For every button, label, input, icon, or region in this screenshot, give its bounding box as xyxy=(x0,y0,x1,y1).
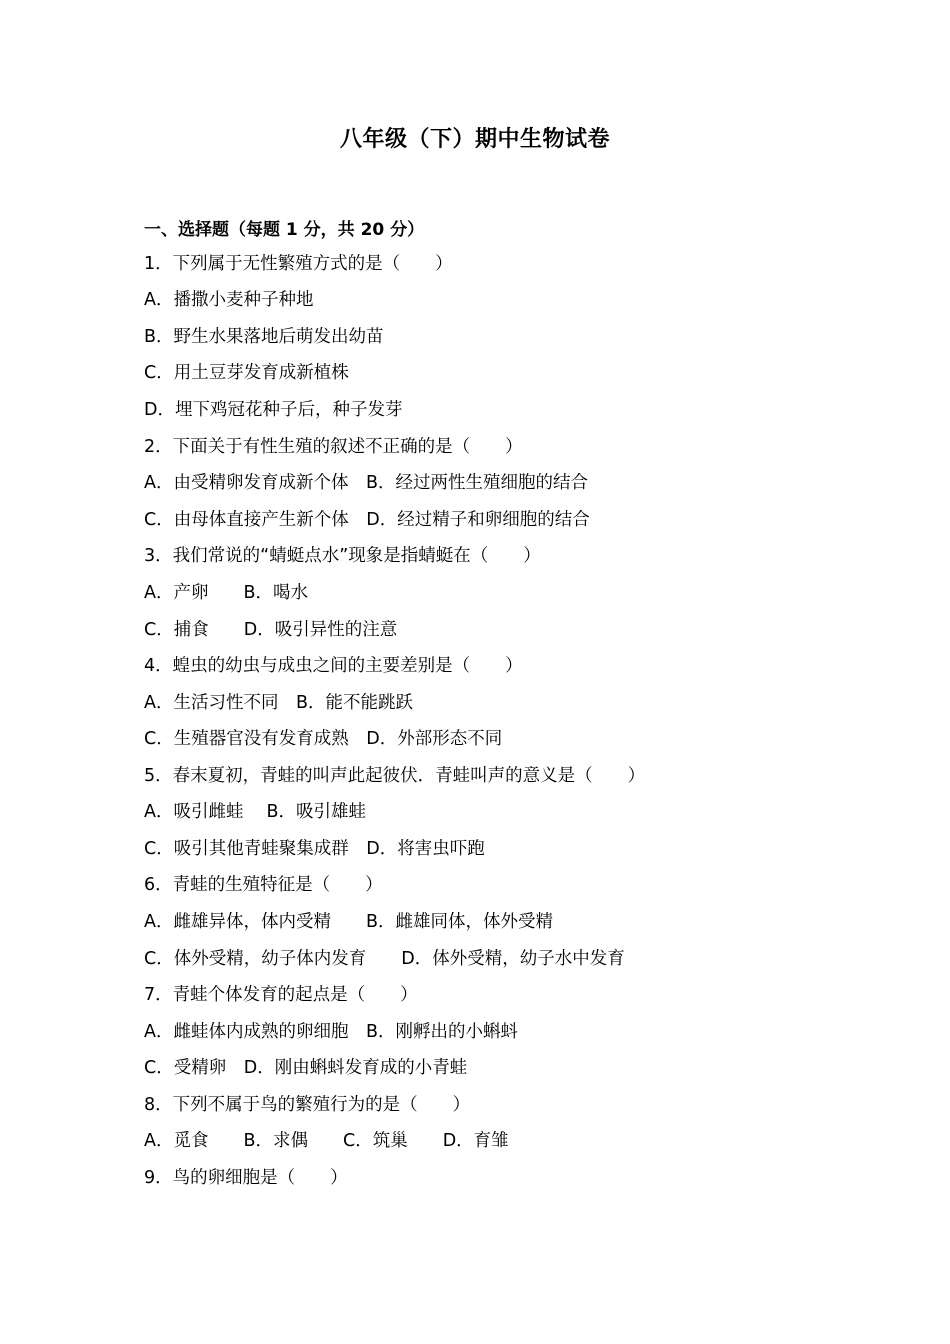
option-line: C．受精卵 D．刚由蝌蚪发育成的小青蛙 xyxy=(144,1058,468,1078)
option-line: C．体外受精，幼子体内发育 D．体外受精，幼子水中发育 xyxy=(144,949,625,969)
question-line: 7．青蛙个体发育的起点是（ ） xyxy=(144,985,418,1005)
option-line: C．吸引其他青蛙聚集成群 D．将害虫吓跑 xyxy=(144,839,485,859)
section-heading: 一、选择题（每题 1 分，共 20 分） xyxy=(144,220,425,240)
option-line: A．由受精卵发育成新个体 B．经过两性生殖细胞的结合 xyxy=(144,473,588,493)
question-line: 9．鸟的卵细胞是（ ） xyxy=(144,1168,348,1188)
page-title: 八年级（下）期中生物试卷 xyxy=(339,127,610,152)
option-line: C．由母体直接产生新个体 D．经过精子和卵细胞的结合 xyxy=(144,510,590,530)
option-line: D．埋下鸡冠花种子后，种子发芽 xyxy=(144,400,403,420)
option-line: A．雌雄异体，体内受精 B．雌雄同体，体外受精 xyxy=(144,912,553,932)
question-line: 4．蝗虫的幼虫与成虫之间的主要差别是（ ） xyxy=(144,656,523,676)
question-line: 3．我们常说的“蜻蜓点水”现象是指蜻蜓在（ ） xyxy=(144,546,541,566)
option-line: A．产卵 B．喝水 xyxy=(144,583,308,603)
option-line: C．生殖器官没有发育成熟 D．外部形态不同 xyxy=(144,729,503,749)
option-line: A．雌蛙体内成熟的卵细胞 B．刚孵出的小蝌蚪 xyxy=(144,1022,518,1042)
question-line: 2．下面关于有性生殖的叙述不正确的是（ ） xyxy=(144,437,523,457)
question-line: 5．春末夏初，青蛙的叫声此起彼伏．青蛙叫声的意义是（ ） xyxy=(144,766,646,786)
question-line: 6．青蛙的生殖特征是（ ） xyxy=(144,875,383,895)
option-line: C．用土豆芽发育成新植株 xyxy=(144,363,349,383)
option-line: B．野生水果落地后萌发出幼苗 xyxy=(144,327,384,347)
option-line: A．播撒小麦种子种地 xyxy=(144,290,314,310)
question-line: 8．下列不属于鸟的繁殖行为的是（ ） xyxy=(144,1095,471,1115)
option-line: C．捕食 D．吸引异性的注意 xyxy=(144,620,398,640)
option-line: A．觅食 B．求偶 C．筑巢 D．育雏 xyxy=(144,1131,509,1151)
option-line: A．生活习性不同 B．能不能跳跃 xyxy=(144,693,413,713)
question-line: 1．下列属于无性繁殖方式的是（ ） xyxy=(144,254,453,274)
option-line: A．吸引雌蛙 B．吸引雄蛙 xyxy=(144,802,367,822)
